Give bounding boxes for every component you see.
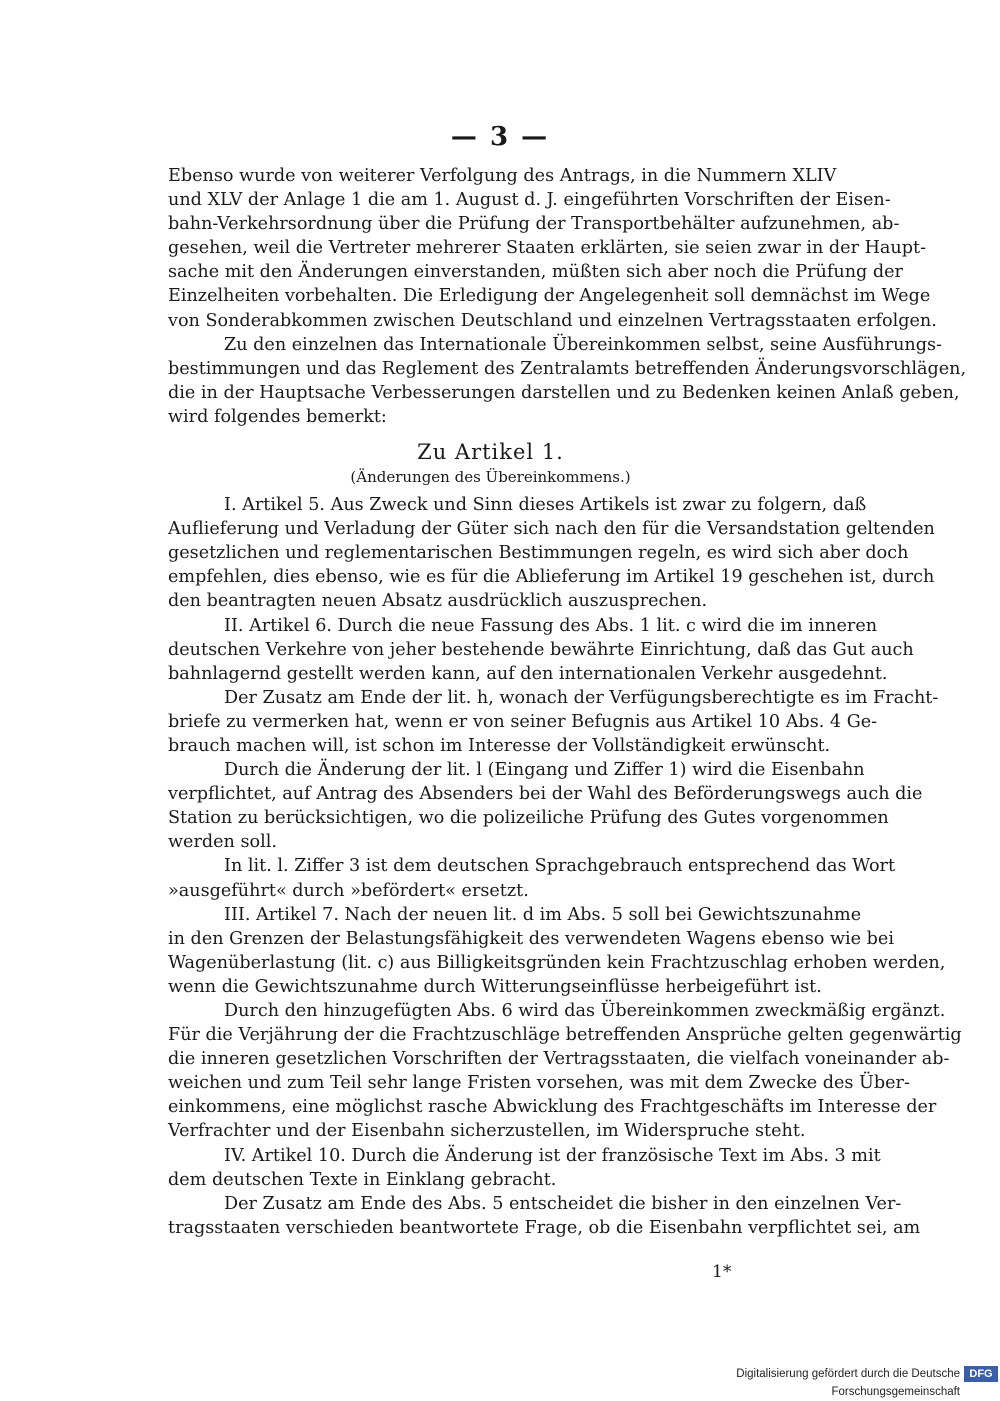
text-line: Durch die Änderung der lit. l (Eingang und Ziffer 1) wird die Eisenbahn — [224, 760, 865, 781]
text-line: von Sonderabkommen zwischen Deutschland und einzelnen Vertragsstaaten erfolgen. — [168, 310, 937, 331]
text-line: und XLV der Anlage 1 die am 1. August d. J. eingeführten Vorschriften der Eisen- — [168, 190, 891, 211]
text-line: Durch den hinzugefügten Abs. 6 wird das Übereinkommen zweckmäßig ergänzt. — [224, 1001, 946, 1021]
text-line: In lit. l. Ziffer 3 ist dem deutschen Sprachgebrauch entsprechend das Wort — [224, 856, 896, 877]
text-line: den beantragten neuen Absatz ausdrücklich auszusprechen. — [168, 591, 708, 612]
text-line: deutschen Verkehre von jeher bestehende bewährte Einrichtung, daß das Gut auch — [168, 639, 914, 660]
text-line: bahnlagernd gestellt werden kann, auf den internationalen Verkehr ausgedehnt. — [168, 663, 888, 684]
paragraph — [168, 1192, 921, 1240]
text-line: bahn-Verkehrsordnung über die Prüfung der Transportbehälter aufzunehmen, ab- — [168, 214, 900, 235]
paragraph — [168, 903, 946, 999]
text-line: »ausgeführt« durch »befördert« ersetzt. — [168, 880, 529, 901]
text-line: in den Grenzen der Belastungsfähigkeit des verwendeten Wagens ebenso wie bei — [168, 928, 894, 949]
section-heading: Zu Artikel 1. — [417, 440, 564, 465]
text-line: Wagenüberlastung (lit. c) aus Billigkeitsgründen kein Frachtzuschlag erhoben werden, — [168, 952, 946, 973]
paragraph — [168, 614, 914, 686]
dfg-logo-icon: DFG — [964, 1366, 998, 1382]
paragraph — [168, 164, 937, 333]
text-line: Station zu berücksichtigen, wo die polizeiliche Prüfung des Gutes vorgenommen — [168, 808, 889, 829]
paragraph — [168, 333, 967, 429]
text-line: gesehen, weil die Vertreter mehrerer Staaten erklärten, sie seien zwar in der Haupt- — [168, 238, 927, 259]
paragraph — [168, 1144, 881, 1192]
text-line: gesetzlichen und reglementarischen Bestimmungen regeln, es wird sich aber doch — [168, 543, 909, 564]
signature-mark: 1* — [712, 1262, 732, 1282]
text-line: Der Zusatz am Ende des Abs. 5 entscheidet die bisher in den einzelnen Ver- — [224, 1193, 902, 1214]
text-line: Für die Verjährung der die Frachtzuschläge betreffenden Ansprüche gelten gegenwärtig — [168, 1025, 962, 1046]
text-line: brauch machen will, ist schon im Interesse der Vollständigkeit erwünscht. — [168, 735, 831, 756]
text-line: Auflieferung und Verladung der Güter sich nach den für die Versandstation geltenden — [168, 519, 935, 540]
section-subheading: (Änderungen des Übereinkommens.) — [350, 468, 631, 487]
text-line: IV. Artikel 10. Durch die Änderung ist der französische Text im Abs. 3 mit — [224, 1145, 881, 1166]
text-line: I. Artikel 5. Aus Zweck und Sinn dieses Artikels ist zwar zu folgern, daß — [224, 495, 867, 516]
text-line: briefe zu vermerken hat, wenn er von seiner Befugnis aus Artikel 10 Abs. 4 Ge- — [168, 711, 878, 732]
text-line: Verfrachter und der Eisenbahn sicherzustellen, im Widerspruche steht. — [168, 1121, 806, 1142]
footer — [608, 1365, 1000, 1398]
text-line: werden soll. — [168, 832, 277, 853]
text-line: Der Zusatz am Ende der lit. h, wonach der Verfügungsberechtigte es im Fracht- — [224, 687, 939, 708]
text-line: Einzelheiten vorbehalten. Die Erledigung der Angelegenheit soll demnächst im Wege — [168, 286, 931, 307]
text-line: wird folgendes bemerkt: — [168, 406, 387, 427]
paragraph — [168, 686, 939, 758]
text-line: die inneren gesetzlichen Vorschriften der Vertragsstaaten, die vielfach voneinander ab- — [168, 1049, 950, 1070]
paragraph — [168, 493, 935, 613]
text-line: III. Artikel 7. Nach der neuen lit. d im Abs. 5 soll bei Gewichtszunahme — [224, 904, 862, 925]
text-line: Ebenso wurde von weiterer Verfolgung des Antrags, in die Nummern XLIV — [168, 166, 837, 186]
text-line: verpflichtet, auf Antrag des Absenders bei der Wahl des Beförderungswegs auch die — [168, 784, 923, 805]
text-line: einkommens, eine möglichst rasche Abwicklung des Frachtgeschäfts im Interesse der — [168, 1097, 937, 1118]
paragraph — [168, 758, 923, 854]
page-number: — 3 — — [450, 122, 550, 152]
text-line: wenn die Gewichtszunahme durch Witterungseinflüsse herbeigeführt ist. — [168, 976, 822, 997]
footer-credit: Digitalisierung gefördert durch die Deutsche Forschungsgemeinschaft — [736, 1368, 960, 1398]
text-line: weichen und zum Teil sehr lange Fristen vorsehen, was mit dem Zwecke des Über- — [168, 1073, 910, 1094]
text-line: sache mit den Änderungen einverstanden, müßten sich aber noch die Prüfung der — [168, 262, 903, 283]
text-line: dem deutschen Texte in Einklang gebracht. — [168, 1169, 557, 1190]
text-line: empfehlen, dies ebenso, wie es für die Ablieferung im Artikel 19 geschehen ist, durch — [168, 567, 935, 588]
body-text — [168, 164, 967, 1240]
paragraph — [168, 854, 896, 902]
paragraph — [168, 999, 962, 1144]
text-line: II. Artikel 6. Durch die neue Fassung des Abs. 1 lit. c wird die im inneren — [224, 615, 878, 636]
text-line: bestimmungen und das Reglement des Zentralamts betreffenden Änderungsvorschlägen, — [168, 358, 967, 379]
text-line: Zu den einzelnen das Internationale Übereinkommen selbst, seine Ausführungs- — [224, 334, 943, 355]
text-line: die in der Hauptsache Verbesserungen darstellen und zu Bedenken keinen Anlaß geben, — [168, 382, 960, 403]
text-line: tragsstaaten verschieden beantwortete Frage, ob die Eisenbahn verpflichtet sei, am — [168, 1217, 921, 1238]
